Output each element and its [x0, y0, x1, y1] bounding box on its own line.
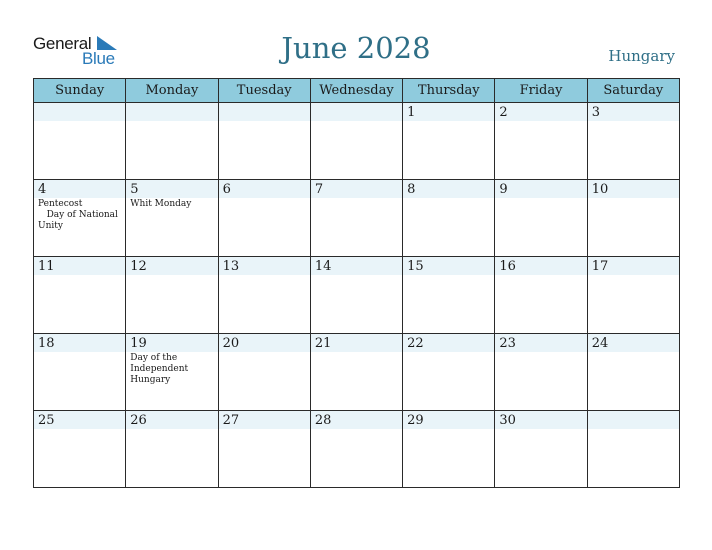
day-number: 15: [407, 259, 424, 274]
day-number: 25: [38, 413, 55, 428]
weekday-saturday: Saturday: [587, 79, 679, 103]
day-cell: [495, 257, 587, 334]
day-cell: [126, 180, 218, 257]
day-cell: [403, 180, 495, 257]
day-cell: [34, 411, 126, 488]
country-label: Hungary: [608, 47, 675, 65]
day-cell: [587, 103, 679, 180]
day-events: [495, 120, 586, 122]
day-events: [403, 351, 494, 353]
day-events: [219, 351, 310, 353]
day-events: [588, 413, 679, 415]
day-events: [495, 428, 586, 430]
weekday-monday: Monday: [126, 79, 218, 103]
day-number: 3: [591, 105, 600, 120]
day-events: [311, 428, 402, 430]
day-number: 20: [222, 336, 240, 351]
day-events: [495, 351, 586, 353]
day-cell: [403, 103, 495, 180]
day-events: [219, 428, 310, 430]
day-events: [311, 351, 402, 353]
day-events: [219, 105, 310, 107]
day-cell: [587, 257, 679, 334]
day-cell: [218, 103, 310, 180]
day-cell: [218, 334, 310, 411]
day-cell: [34, 103, 126, 180]
day-number: 17: [591, 259, 609, 274]
day-number: 18: [38, 336, 55, 351]
day-events: [34, 105, 125, 107]
day-events: [34, 351, 125, 353]
day-number: 27: [222, 413, 240, 428]
day-number: 10: [591, 182, 609, 197]
day-cell: [495, 103, 587, 180]
day-number: 2: [499, 105, 508, 120]
weekday-sunday: Sunday: [34, 79, 126, 103]
day-events: [403, 197, 494, 199]
day-events: [403, 120, 494, 122]
day-number: 24: [591, 336, 609, 351]
week-row: [34, 257, 680, 334]
day-cell: [587, 411, 679, 488]
logo-text-general: General: [33, 34, 92, 53]
day-number: 12: [130, 259, 147, 274]
day-cell: [310, 411, 402, 488]
day-cell: [495, 334, 587, 411]
day-number: 14: [314, 259, 332, 274]
day-cell: [310, 103, 402, 180]
day-events: [219, 274, 310, 276]
day-number: 1: [407, 105, 416, 120]
day-cell: [126, 257, 218, 334]
day-events: [588, 120, 679, 122]
day-cell: [218, 411, 310, 488]
day-events: [495, 197, 586, 199]
day-events: Day of the Independent Hungary: [130, 353, 189, 385]
week-row: [34, 411, 680, 488]
weekday-friday: Friday: [495, 79, 587, 103]
weekday-tuesday: Tuesday: [218, 79, 310, 103]
day-cell: [403, 257, 495, 334]
day-events: [311, 105, 402, 107]
day-cell: [587, 334, 679, 411]
day-cell: [34, 334, 126, 411]
day-number: 23: [499, 336, 516, 351]
day-cell: [495, 411, 587, 488]
day-events: [34, 274, 125, 276]
day-number: 21: [314, 336, 332, 351]
day-cell: [310, 257, 402, 334]
day-events: [588, 274, 679, 276]
day-cell: [126, 334, 218, 411]
day-cell: [126, 103, 218, 180]
day-number: 16: [499, 259, 516, 274]
day-number: 28: [314, 413, 332, 428]
day-cell: [218, 257, 310, 334]
week-row: [34, 180, 680, 257]
day-number: 4: [38, 182, 47, 197]
day-number: 19: [130, 336, 147, 351]
day-cell: [403, 334, 495, 411]
day-cell: [403, 411, 495, 488]
page-title: June 2028: [281, 31, 431, 65]
day-number: 7: [314, 182, 324, 197]
day-number: 5: [130, 182, 139, 197]
day-number: 11: [38, 259, 55, 274]
day-events: [495, 274, 586, 276]
day-number: 26: [130, 413, 147, 428]
day-number: 9: [499, 182, 508, 197]
day-number: 6: [222, 182, 231, 197]
calendar-grid: [33, 78, 680, 488]
weekday-thursday: Thursday: [403, 79, 495, 103]
day-events: [588, 197, 679, 199]
day-events: Pentecost Day of National Unity: [38, 199, 118, 231]
day-cell: [218, 180, 310, 257]
day-events: [219, 197, 310, 199]
day-events: [126, 105, 217, 107]
week-row: [34, 103, 680, 180]
day-events: [311, 274, 402, 276]
logo-text-blue: Blue: [82, 49, 115, 68]
day-number: 22: [407, 336, 424, 351]
day-events: [403, 428, 494, 430]
day-number: 8: [407, 182, 416, 197]
weekday-header-row: [34, 79, 680, 103]
day-cell: [310, 180, 402, 257]
day-cell: [126, 411, 218, 488]
day-cell: [310, 334, 402, 411]
day-events: Whit Monday: [130, 199, 192, 209]
day-cell: [34, 257, 126, 334]
day-cell: [34, 180, 126, 257]
day-number: 13: [222, 259, 240, 274]
day-cell: [495, 180, 587, 257]
day-events: [126, 428, 217, 430]
day-number: 29: [407, 413, 424, 428]
day-events: [588, 351, 679, 353]
day-events: [126, 274, 217, 276]
week-row: [34, 334, 680, 411]
day-number: 30: [499, 413, 516, 428]
day-events: [403, 274, 494, 276]
weekday-wednesday: Wednesday: [310, 79, 402, 103]
day-events: [311, 197, 402, 199]
day-cell: [587, 180, 679, 257]
day-events: [34, 428, 125, 430]
